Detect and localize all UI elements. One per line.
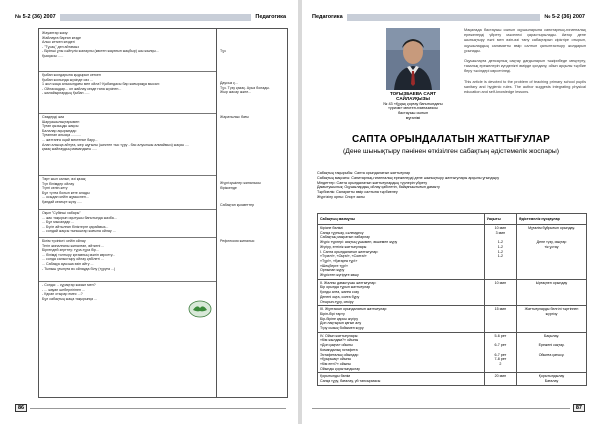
cell-line: 5-6 рет xyxy=(494,333,507,338)
lesson-step-line: - Ойласаңдар... ол жайлау кезде ғана жүзінен... xyxy=(42,86,122,91)
side-note-line: Тұз. Түзу қазақ. Ауыз болады. xyxy=(220,85,270,90)
article-subtitle: (Дене шынықтыру пәнінен өткізілген сабақтың әдістемелік жоспары) xyxy=(342,148,560,155)
abstract-paragraph: Мақалада бастауыш сынып оқушыларына санитарлық-гигиеналық ережелерді үйрету мәселесі қарастырылады. Автор дене шынықтыру пәні мен өзін-өзі тану сабақтарын кіріктіре отырып, оқушылардың саламатты өмір салтын қалыптастыру жолдарын ұсынады. xyxy=(464,28,586,53)
lesson-step-line: ... жаттанға оңай мектепке бару... xyxy=(42,137,98,142)
right-page-number: 87 xyxy=(573,404,585,412)
lesson-step-line: Бұл түлға болып кете алады xyxy=(42,190,90,195)
journal-logo-icon xyxy=(188,300,212,318)
author-name: ТОҒЫЗБАЕВА САЯТ САЙЛАУҚЫЗЫ xyxy=(389,91,437,101)
table-cell-notes xyxy=(517,225,587,280)
cell-line: жүргізу xyxy=(545,311,558,316)
cell-line: Бірін-бірі тарту xyxy=(320,311,345,316)
cell-line: «Тұр!», «Қатарға тұр!» xyxy=(320,258,358,263)
lesson-step-line: Қандай кезеңге жүзу ..... xyxy=(42,199,83,204)
cell-line: Бағалау xyxy=(544,379,559,384)
cell-line: 15 мин xyxy=(494,307,507,312)
author-caption xyxy=(364,92,462,121)
cell-line: Сапқа тұрғызу, сәлемдесу xyxy=(320,230,364,235)
row-divider xyxy=(39,209,216,210)
cell-line: Ережені сақтау. xyxy=(538,343,565,348)
cell-line: Доп лақтырып қағып алу xyxy=(320,321,362,326)
side-note-block xyxy=(220,115,284,120)
table-row xyxy=(318,279,587,306)
cell-line: IV. Ойын жаттығулары: xyxy=(320,333,359,338)
lesson-step-line: қазақ жайлаудың мамандығы ..... xyxy=(42,147,98,152)
cell-line: 1-2 xyxy=(497,254,503,259)
side-note-line: Сабақтан қызметтер xyxy=(220,203,255,207)
lesson-step-line: Балалар ақырындар xyxy=(42,128,77,133)
lesson-step-line: Тегін жиналғаны жиналған, өйткені ... xyxy=(42,243,105,248)
cell-line: Денені оңға, солға бұру xyxy=(320,294,360,299)
lesson-step-line: Білім түсінікті: кейін ойлау xyxy=(42,239,86,243)
lesson-side-column xyxy=(217,29,287,397)
lesson-step-block xyxy=(42,31,213,59)
lesson-step-line: Жауаптар жазу: xyxy=(42,31,69,35)
side-note-block xyxy=(220,203,284,208)
left-footer-line xyxy=(30,408,286,409)
side-note-line: Даусыз қ... xyxy=(220,81,238,85)
table-cell-notes xyxy=(517,306,587,333)
lesson-meta-line: Тәрбиелік: Салауатты өмір салтына тәрбиелеу xyxy=(317,190,398,195)
cell-line: Қорытындылау xyxy=(538,374,565,379)
left-issue-number: № 5-2 (36) 2007 xyxy=(15,14,56,20)
article-abstract xyxy=(464,28,586,100)
side-note-block xyxy=(220,239,284,244)
lesson-meta xyxy=(317,171,585,200)
lesson-step-line: Туғаннан алысқа .......... xyxy=(42,133,82,138)
cell-line: 6-7 рет xyxy=(494,343,507,348)
lesson-step-block xyxy=(42,283,213,301)
row-divider xyxy=(39,71,216,72)
cell-line: «Қуыршақ» ойыны xyxy=(320,357,352,362)
lesson-step-line: ... Бүгін айтылған біліктерге қараймыз... xyxy=(42,224,109,229)
abstract-paragraph: This article is devoted to the problem of teaching primary school pupils sanitary and hygienic rules. The author suggests integrating physical education and self-knowledge lessons. xyxy=(464,79,586,95)
table-cell-time xyxy=(484,225,516,280)
header-bar xyxy=(347,14,541,21)
lesson-meta-line: Міндеттер: Сапта орындалатын жаттығулардың түрлерін үйрету xyxy=(317,180,428,185)
cell-line: Ойынға қатысу. xyxy=(538,352,565,357)
right-footer-line xyxy=(312,408,570,409)
lesson-meta-line: Сабақтың мақсаты: Санитарлық-гигиеналық ережелерді дене шынықтыру жаттығулары арқылы ұғындыру xyxy=(317,175,500,180)
lesson-step-line: ... сонда салыстыру ойлау қабілеті ... xyxy=(42,257,104,262)
lesson-step-line: Алыс кеткен кездегі xyxy=(42,40,75,45)
lesson-step-block xyxy=(42,211,213,234)
row-divider xyxy=(39,175,216,176)
left-page-number: 86 xyxy=(15,404,27,412)
lesson-step-line: - Тыныш ұғынуға өз ойлауда білу (тұруға ...) xyxy=(42,266,116,271)
lesson-content-column xyxy=(39,29,217,397)
cell-line: Жүгіру, ептілік жаттығулары xyxy=(320,244,367,249)
cell-line: Сапқа тұру, бағалау, үй тапсырмасы xyxy=(320,379,381,384)
lesson-step-line: Түнгі келіп-кету xyxy=(42,186,68,191)
lesson-step-line: ... осыдан кейін жұмыспен... xyxy=(42,195,89,200)
side-note-block xyxy=(220,181,284,190)
cell-line: III. Жұптасып орындалатын жаттығулар: xyxy=(320,307,388,312)
lesson-meta-line: Дамытушылық: Оқушылардың ойлау қабілетін, байқағыштығын дамыту xyxy=(317,185,440,190)
lesson-step-line: 1 жол жаңа алысындағы мен ойла? Қыбандасы бар жағыраққа мысал: xyxy=(42,82,160,87)
cell-line: «Кім жылдам?» ойыны xyxy=(320,338,359,343)
table-row xyxy=(318,373,587,385)
right-header xyxy=(312,12,585,22)
cell-line: I. Сапта орындалатын жаттығулар: xyxy=(320,249,379,254)
left-header xyxy=(15,12,286,22)
cell-line: 3 мин xyxy=(495,230,506,235)
lesson-step-line: Сөздерді жаз xyxy=(42,115,65,119)
side-note-line: біріккенде xyxy=(220,185,237,190)
side-note-block xyxy=(220,49,284,54)
cell-line: 20 мин xyxy=(494,374,507,379)
side-note-line: Тұз xyxy=(220,49,226,53)
lesson-step-line: Түп білімдер ойлау xyxy=(42,181,75,186)
cell-line: Эстафеталық ойындар xyxy=(320,352,359,357)
cell-line: Командалық эстафета xyxy=(320,347,358,352)
cell-line: 1-2 xyxy=(497,240,503,245)
lesson-step-line: - ... жауап шеберлігінен ... xyxy=(42,287,85,292)
table-row xyxy=(318,225,587,280)
lesson-step-block xyxy=(42,239,213,271)
side-note-line: Жыр жасау және... xyxy=(220,90,252,95)
lesson-step-line: ... жас тақырып оқытушы бағытында жазба... xyxy=(42,215,117,220)
table-cell-content xyxy=(318,373,485,385)
lesson-step-line: Шаруашылықтарымен xyxy=(42,119,80,124)
lesson-step-block xyxy=(42,73,213,96)
cell-line: Мұғалім бұйрығын орындау. xyxy=(528,226,575,230)
lesson-step-line: - Бірінші ұлы сәйгүлік жалаулы (көктен жауатын жаңбыр) шы жылқы... xyxy=(42,49,159,54)
lesson-step-block xyxy=(42,177,213,205)
row-divider xyxy=(39,281,216,282)
side-note-line: Жаратылыс бағы xyxy=(220,115,249,119)
cell-line: «Доп қақпа» ойыны xyxy=(320,343,353,348)
col-header-content: Сабақтың мазмұны xyxy=(318,214,485,225)
lesson-step-line: ... Сабаққа ауызша өзін айту ... xyxy=(42,261,94,266)
cell-line: Ойынды қорытындылау xyxy=(320,366,360,371)
cell-line: 10 мин xyxy=(494,280,507,285)
row-divider xyxy=(39,113,216,114)
cell-line: Сабақтың мақсатын хабарлау xyxy=(320,235,370,240)
cell-line: Жүрістен жүгіруге көшу xyxy=(320,273,359,278)
lesson-step-line: - "Тұсаң" деп айтамыз xyxy=(42,44,79,49)
table-cell-content xyxy=(318,332,485,373)
lesson-plan-table-right xyxy=(317,213,587,386)
table-row xyxy=(318,306,587,333)
cell-line: Бір-біріне қарсы жүгіру xyxy=(320,316,359,321)
cell-line: Қорытынды бөлім xyxy=(320,374,350,379)
cell-line: Түзу сызық бойымен жүру xyxy=(320,326,364,331)
table-cell-notes xyxy=(517,332,587,373)
lesson-step-line: Алан алысқа айтуға, жер шұғылы (шектен тыс тұру - бас алуыпшы алмаймыз) жақсы .... xyxy=(42,142,190,147)
right-page xyxy=(302,0,600,424)
cell-line: Қолды алға, жанға созу xyxy=(320,290,360,295)
abstract-paragraph: Оқушыларға денсаулық сақтау дағдыларын тәжірибеде меңгерту, тазалық ережелерін күнделікті өмірде қолдану, ойын арқылы тәрбие беру тәсілдері көрсетіледі. xyxy=(464,59,586,74)
lesson-step-line: Бұл сабақтың жаңа тақырыпқа ... xyxy=(42,296,98,301)
lesson-step-line: Біргендей зерттеу: тұра-тұра бір... xyxy=(42,248,99,253)
author-role: № 43 «Құқық қорғау бағытындағы туризм» мектеп-гимназиясы бастауыш сынып мұғалімі xyxy=(383,101,443,120)
table-cell-notes xyxy=(517,279,587,306)
table-cell-notes xyxy=(517,373,587,385)
lesson-step-block xyxy=(42,115,213,152)
lesson-step-line: Жайлауға барған кезде xyxy=(42,35,81,40)
cell-line: тік ұстау xyxy=(544,244,559,249)
lesson-meta-line: Жүргізілу орны: Спорт залы xyxy=(317,194,365,199)
cell-line: II. Жалпы дамытушы жаттығулар: xyxy=(320,280,377,285)
lesson-step-line: Қысқасы: ..... xyxy=(42,53,64,58)
table-header-row xyxy=(318,214,587,225)
table-cell-time xyxy=(484,306,516,333)
lesson-plan-table-left xyxy=(38,28,288,398)
lesson-meta-line: Сабақтың тақырыбы: Сапта орындалатын жаттығулар xyxy=(317,171,411,175)
cell-line: 10 мин xyxy=(494,226,507,230)
cell-line: «Түзел!», «Оңға!», «Солға!» xyxy=(320,254,367,259)
side-note-block xyxy=(220,81,284,95)
cell-line: Бір орында тұрып жаттығулар xyxy=(320,285,371,290)
lesson-step-line: - Қарап отырар емес ...? xyxy=(42,292,83,297)
cell-line: 7-8 рет xyxy=(494,357,507,362)
table-cell-time xyxy=(484,279,516,306)
cell-line: Жүріс түрлері: аяқтың ұшымен, өкшемен жүру xyxy=(320,240,398,245)
cell-line: «Кім епті?» ойыны xyxy=(320,361,351,366)
table-cell-content xyxy=(318,225,485,280)
lesson-step-line: ... Бұл мысалдар ... xyxy=(42,220,75,225)
row-divider xyxy=(39,237,216,238)
cell-line: Орнынан жүру xyxy=(320,268,345,273)
article-title: САПТА ОРЫНДАЛАТЫН ЖАТТЫҒУЛАР xyxy=(351,134,551,145)
right-issue-number: № 5-2 (36) 2007 xyxy=(544,14,585,20)
side-note-line: Жүргізушілер жиналысы xyxy=(220,181,261,185)
cell-line: Отырып-тұру, секіру xyxy=(320,299,354,304)
header-bar xyxy=(60,14,252,21)
lesson-step-line: Туған қызыңды жақсы xyxy=(42,124,79,129)
lesson-step-line: - жалайырлардың Қыбан ..... xyxy=(42,91,90,96)
table-row xyxy=(318,332,587,373)
cell-line: 6-7 рет xyxy=(494,352,507,357)
author-portrait xyxy=(386,28,440,90)
left-page xyxy=(0,0,298,424)
cell-line: Дене түзу, иықтар xyxy=(536,240,567,245)
cell-line: 1-2 xyxy=(497,249,503,254)
lesson-step-line: Қыбан жолында жүзінде сөз ... xyxy=(42,77,93,82)
lesson-step-line: Төрт жыл салып, өзі қазақ xyxy=(42,177,86,181)
table-cell-time xyxy=(484,373,516,385)
cell-line: Бақылау. xyxy=(544,333,560,338)
table-cell-content xyxy=(318,279,485,306)
left-section-title: Педагогика xyxy=(255,14,286,20)
cell-line: Жаттығуларды белгілі тәртіппен xyxy=(524,307,579,312)
cell-line: 2 xyxy=(499,361,502,366)
right-section-title: Педагогика xyxy=(312,14,343,20)
table-cell-time xyxy=(484,332,516,373)
cell-line: «Шеңберге тұр!» xyxy=(320,263,348,268)
col-header-notes: Әдістемелік нұсқаулар xyxy=(517,214,587,225)
cell-line: 1-2 xyxy=(497,244,503,249)
lesson-step-line: Оқып "Сүйінші хабары" xyxy=(42,211,81,215)
cell-line: Кіріспе бөлімі xyxy=(320,226,343,230)
cell-line: Ырғақпен орындау xyxy=(535,280,568,285)
side-note-line: Рефлексия жиналыс xyxy=(220,239,255,243)
lesson-step-line: ... білімді толтыру қоғамның мәнін көрсету... xyxy=(42,252,116,257)
lesson-step-line: - Сонда: .. сұрақтар жазып мен? xyxy=(42,283,96,287)
col-header-time: Уақыты xyxy=(484,214,516,225)
lesson-step-line: Қыбан жолдарына қыдырып кеткен xyxy=(42,73,101,77)
table-cell-content xyxy=(318,306,485,333)
lesson-step-line: ... сондай жақсы тыныштар жағына ойлау ... xyxy=(42,229,116,234)
